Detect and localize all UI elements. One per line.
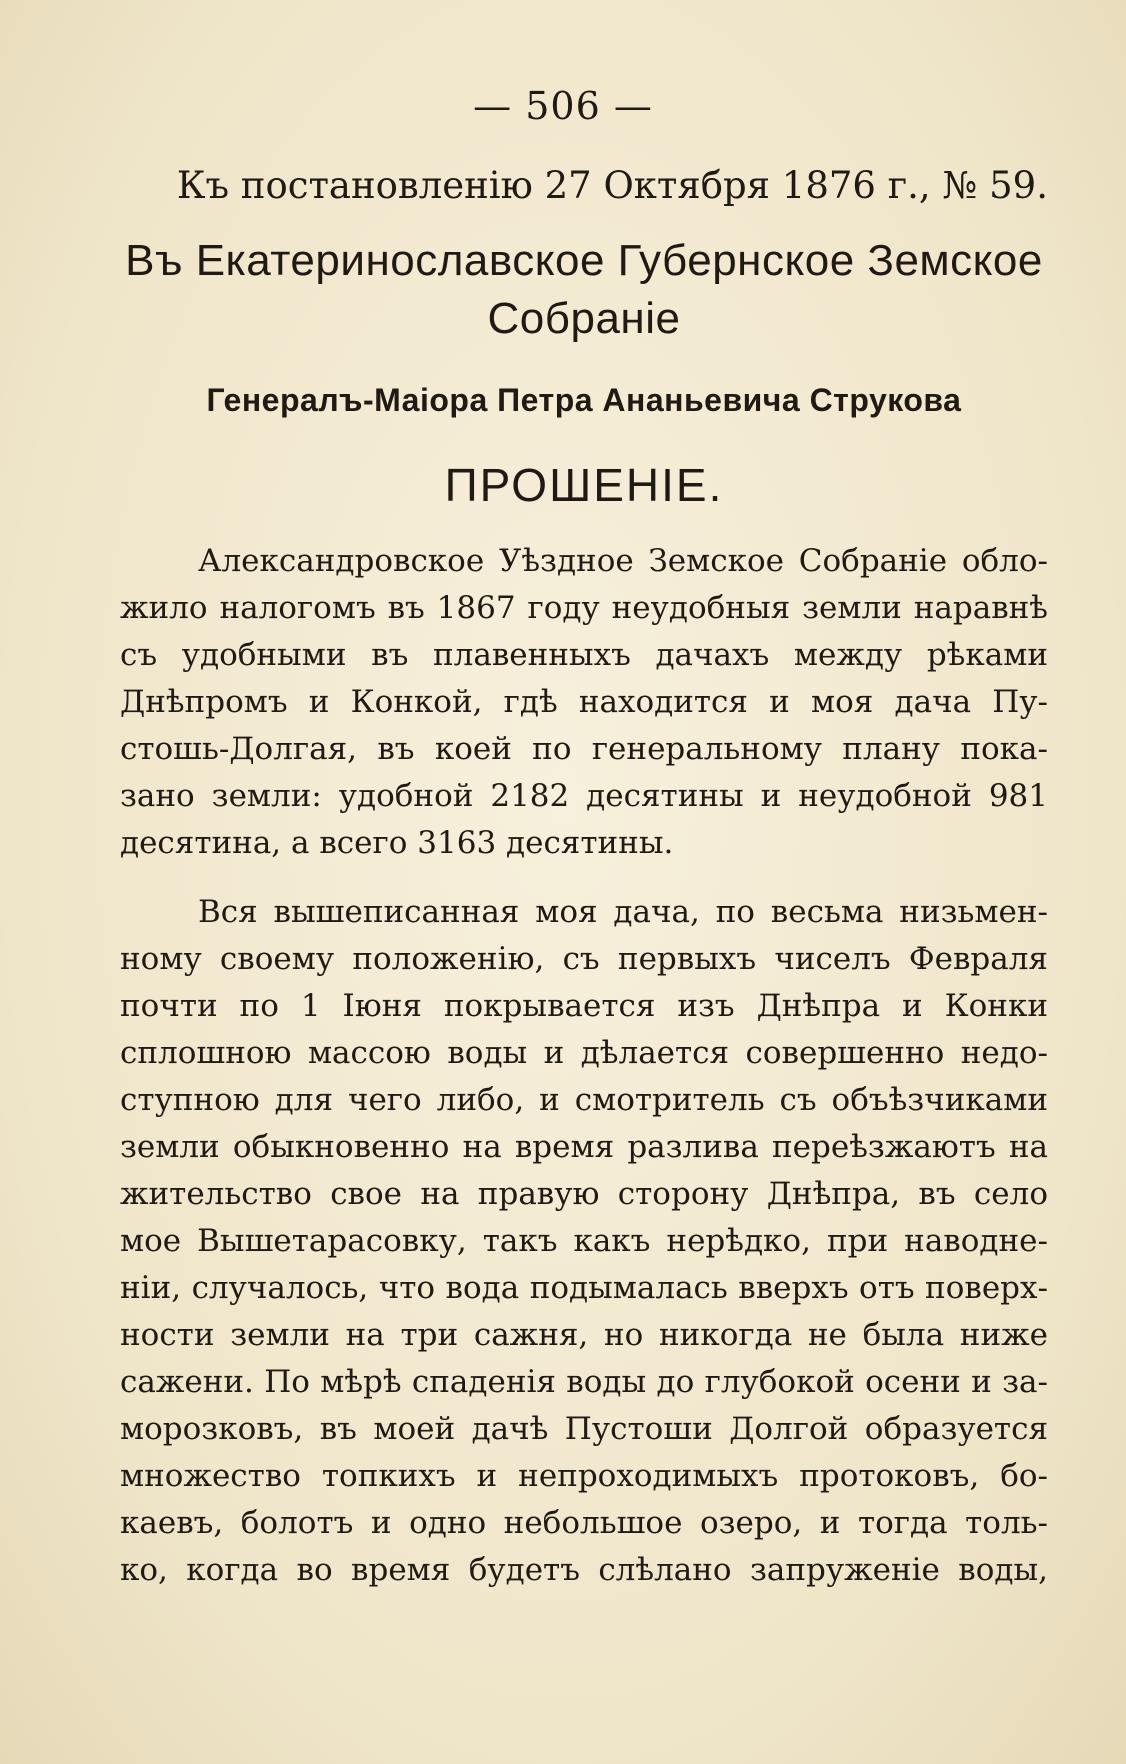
resolution-reference: Къ постановленію 27 Октября 1876 г., № 59. bbox=[176, 164, 1048, 207]
text-line: стошь-Долгая, въ коей по генеральному плану пока- bbox=[120, 731, 1048, 767]
text-line: ступною для чего либо, и смотритель съ объѣзчиками bbox=[120, 1082, 1048, 1118]
text-line: Днѣпромъ и Конкой, гдѣ находится и моя дача Пу- bbox=[120, 684, 1048, 720]
text-line: ному своему положенію, съ первыхъ чиселъ Февраля bbox=[120, 941, 1048, 977]
text-line: ніи, случалось, что вода подымалась вверхъ отъ поверх- bbox=[120, 1270, 1048, 1306]
text-line: Вся вышеписанная моя дача, по весьма низьмен- bbox=[198, 894, 1048, 930]
text-line: съ удобными въ плавенныхъ дачахъ между рѣками bbox=[120, 637, 1048, 673]
text-line: жительство свое на правую сторону Днѣпра, въ село bbox=[120, 1176, 1048, 1212]
text-line: сплошною массою воды и дѣлается совершенно недо- bbox=[120, 1035, 1048, 1071]
text-line: зано земли: удобной 2182 десятины и неудобной 981 bbox=[120, 778, 1048, 814]
petition-author: Генералъ-Маіора Петра Ананьевича Струкова bbox=[206, 382, 962, 418]
page-number: — 506 — bbox=[473, 84, 653, 128]
document-title: ПРОШЕНІЕ. bbox=[444, 459, 724, 511]
petition-body bbox=[120, 538, 1048, 1594]
text-line: мое Вышетарасовку, такъ какъ нерѣдко, при наводне- bbox=[120, 1223, 1048, 1259]
text-line: морозковъ, въ моей дачѣ Пустоши Долгой образуется bbox=[120, 1411, 1048, 1447]
paragraph-2 bbox=[120, 889, 1048, 1594]
text-line: Александровское Уѣздное Земское Собраніе обло- bbox=[198, 543, 1048, 579]
text-line: множество топкихъ и непроходимыхъ протоковъ, бо- bbox=[120, 1458, 1048, 1494]
addressee bbox=[120, 232, 1048, 348]
text-line: каевъ, болотъ и одно небольшое озеро, и тогда толь- bbox=[120, 1505, 1048, 1541]
paragraph-1 bbox=[120, 538, 1048, 867]
addressee-line: Въ Екатеринославское Губернское Земское bbox=[125, 236, 1043, 285]
text-line: десятина, а всего 3163 десятины. bbox=[120, 825, 674, 861]
addressee-line: Собраніе bbox=[487, 294, 681, 343]
text-line: ко, когда во время будетъ слѣлано запруженіе воды, bbox=[120, 1552, 1048, 1588]
paragraph-gap bbox=[120, 867, 1048, 889]
text-line: почти по 1 Іюня покрывается изъ Днѣпра и Конки bbox=[120, 988, 1048, 1024]
text-line: жило налогомъ въ 1867 году неудобныя земли наравнѣ bbox=[120, 590, 1048, 626]
text-line: земли обыкновенно на время разлива переѣзжаютъ на bbox=[120, 1129, 1048, 1165]
text-line: ности земли на три сажня, но никогда не была ниже bbox=[120, 1317, 1048, 1353]
text-line: сажени. По мѣрѣ спаденія воды до глубокой осени и за- bbox=[120, 1364, 1048, 1400]
